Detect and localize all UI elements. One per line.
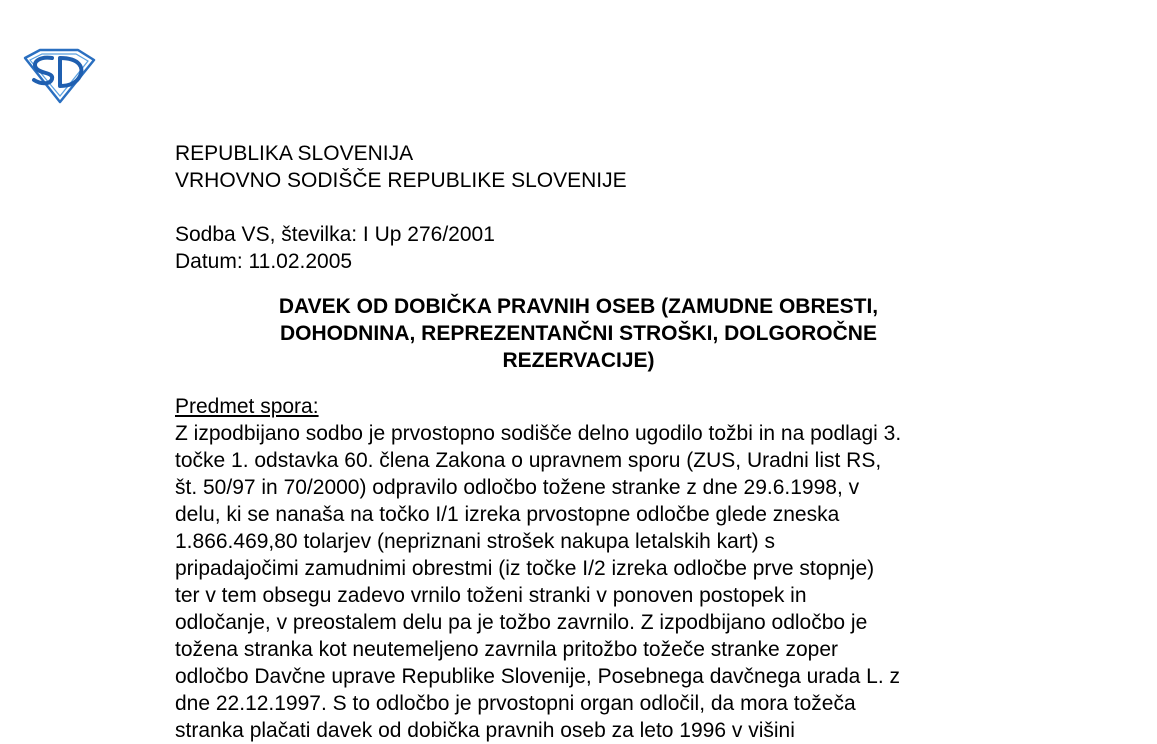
document-body bbox=[175, 140, 982, 744]
court-heading: VRHOVNO SODIŠČE REPUBLIKE SLOVENIJE bbox=[175, 169, 627, 192]
paragraph-line: točke 1. odstavka 60. člena Zakona o upravnem sporu (ZUS, Uradni list RS, bbox=[175, 449, 882, 472]
section-paragraph bbox=[175, 420, 982, 744]
paragraph-line: dne 22.12.1997. S to odločbo je prvostopni organ odločil, da mora tožeča bbox=[175, 692, 856, 715]
paragraph-line: odločanje, v preostalem delu pa je tožbo zavrnilo. Z izpodbijano odločbo je bbox=[175, 611, 868, 634]
paragraph-line: št. 50/97 in 70/2000) odpravilo odločbo tožene stranke z dne 29.6.1998, v bbox=[175, 476, 860, 499]
paragraph-line: pripadajočimi zamudnimi obrestmi (iz točke I/2 izreka odločbe prve stopnje) bbox=[175, 557, 875, 580]
court-logo bbox=[22, 48, 96, 104]
section-heading: Predmet spora: bbox=[175, 395, 319, 418]
title-line-2: DOHODNINA, REPREZENTANČNI STROŠKI, DOLGOROČNE bbox=[280, 322, 877, 345]
paragraph-line: stranka plačati davek od dobička pravnih oseb za leto 1996 v višini bbox=[175, 719, 795, 742]
title-line-1: DAVEK OD DOBIČKA PRAVNIH OSEB (ZAMUDNE OBRESTI, bbox=[278, 295, 879, 318]
paragraph-line: 1.866.469,80 tolarjev (nepriznani strošek nakupa letalskih kart) s bbox=[175, 530, 775, 553]
paragraph-line: Z izpodbijano sodbo je prvostopno sodišče delno ugodilo tožbi in na podlagi 3. bbox=[175, 422, 902, 445]
paragraph-line: ter v tem obsegu zadevo vrnilo toženi stranki v ponoven postopek in bbox=[175, 584, 807, 607]
paragraph-line: tožena stranka kot neutemeljeno zavrnila pritožbo tožeče stranke zoper bbox=[175, 638, 839, 661]
title-line-3: REZERVACIJE) bbox=[502, 349, 655, 372]
republic-heading: REPUBLIKA SLOVENIJA bbox=[175, 142, 414, 165]
decision-date: Datum: 11.02.2005 bbox=[175, 250, 353, 273]
document-title bbox=[175, 293, 982, 374]
paragraph-line: delu, ki se nanaša na točko I/1 izreka prvostopne odločbe glede zneska bbox=[175, 503, 840, 526]
case-number: Sodba VS, številka: I Up 276/2001 bbox=[175, 223, 495, 246]
paragraph-line: odločbo Davčne uprave Republike Slovenije, Posebnega davčnega urada L. z bbox=[175, 665, 900, 688]
